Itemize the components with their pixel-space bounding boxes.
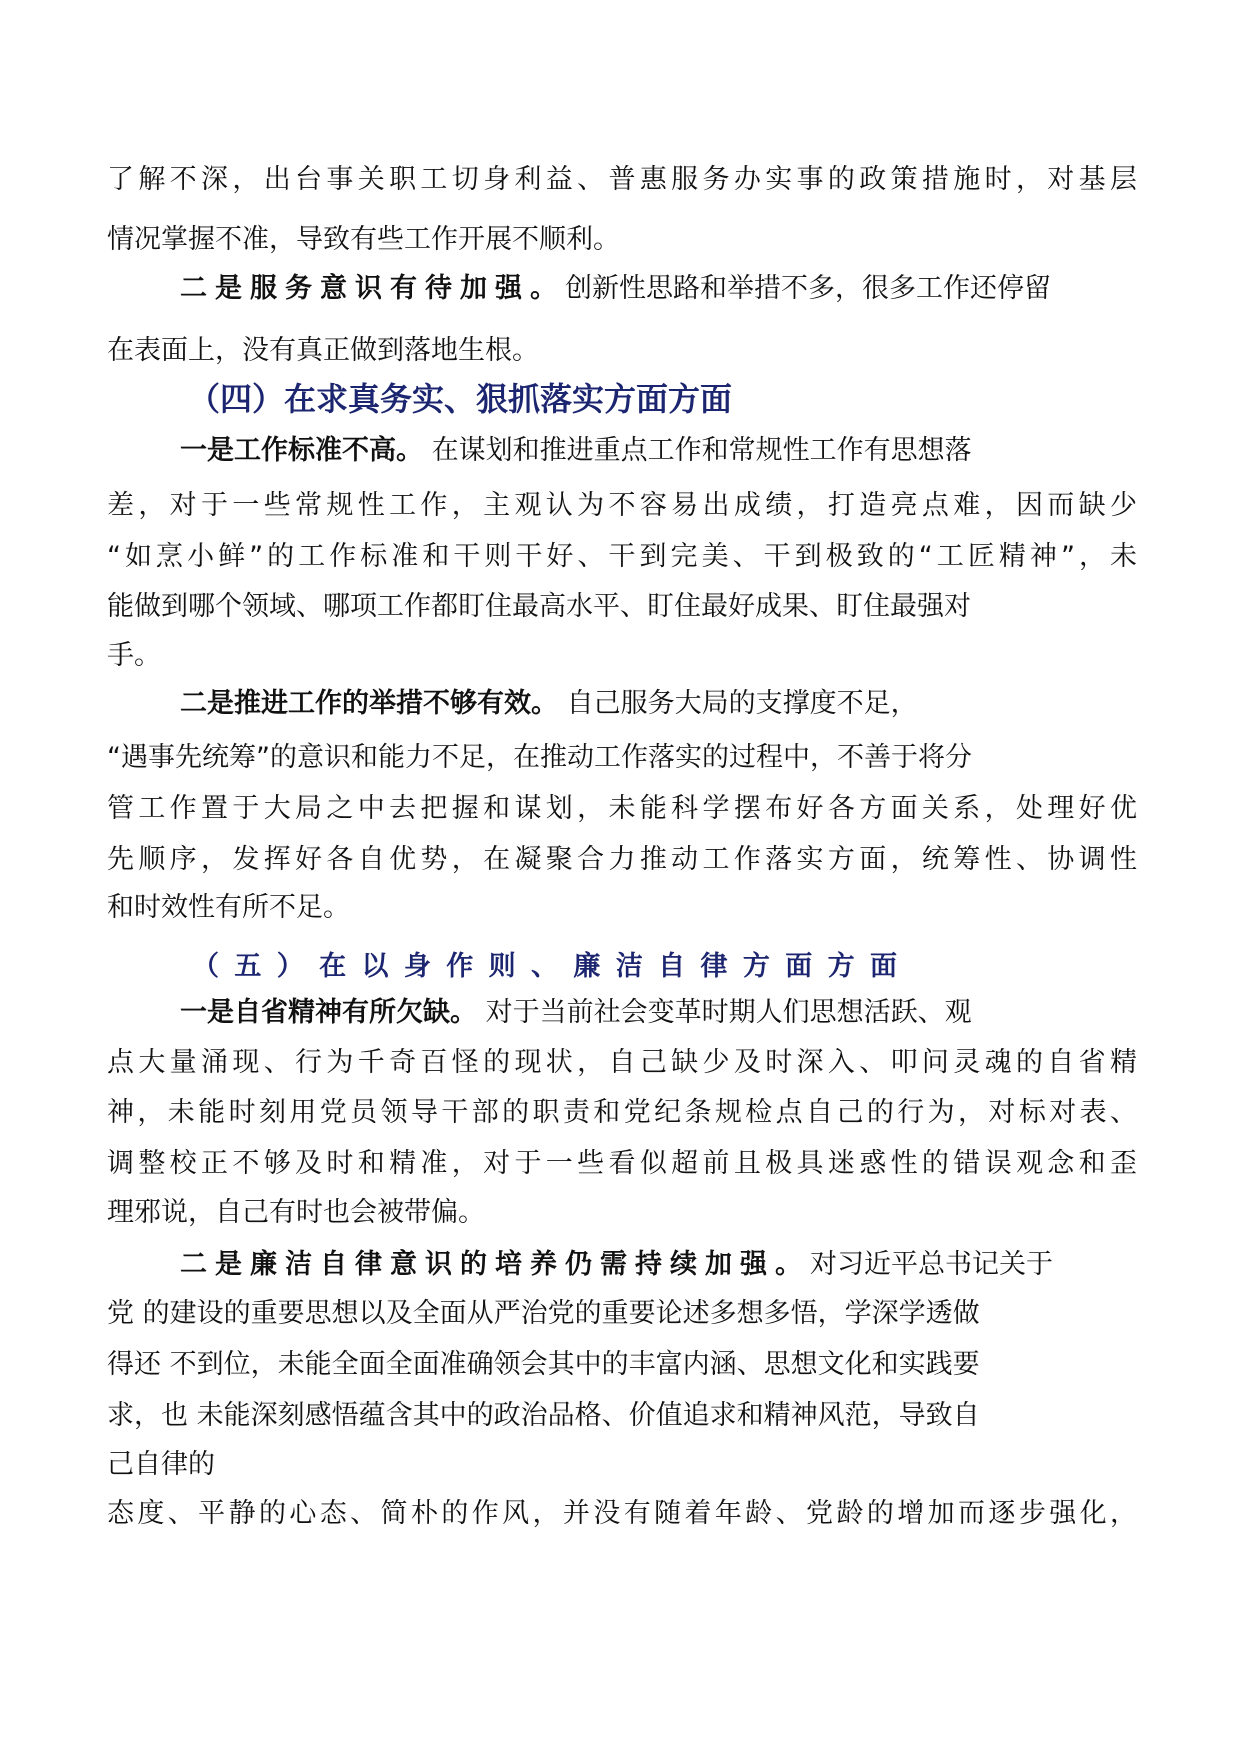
paragraph-line <box>180 434 1137 468</box>
point-title: 二是服务意识有待加强。 <box>180 273 565 304</box>
point-text: 在谋划和推进重点工作和常规性工作有思想落 <box>423 435 972 466</box>
paragraph-line <box>180 272 1137 306</box>
paragraph-line: 得还 不到位，未能全面全面准确领会其中的丰富内涵、思想文化和实践要 <box>107 1349 980 1380</box>
point-title: 一是自省精神有所欠缺。 <box>180 997 477 1028</box>
paragraph-line: 神，未能时刻用党员领导干部的职责和党纪条规检点自己的行为，对标对表、 <box>107 1097 1137 1128</box>
paragraph-line <box>180 1248 1137 1282</box>
point-text: 自己服务大局的支撑度不足， <box>558 688 918 719</box>
section-heading-5: （五）在以身作则、廉洁自律方面方面 <box>192 951 897 982</box>
paragraph-line: 在表面上，没有真正做到落地生根。 <box>107 335 539 366</box>
point-title: 一是工作标准不高。 <box>180 435 423 466</box>
paragraph-line: “如烹小鲜”的工作标准和干则干好、干到完美、干到极致的“工匠精神”，未 <box>107 541 1137 572</box>
paragraph-line: 手。 <box>107 640 161 671</box>
paragraph-line: 情况掌握不准，导致有些工作开展不顺利。 <box>107 224 620 255</box>
paragraph-line <box>180 687 1137 721</box>
paragraph-line: “遇事先统筹”的意识和能力不足，在推动工作落实的过程中，不善于将分 <box>107 742 972 773</box>
paragraph-line: 了解不深，出台事关职工切身利益、普惠服务办实事的政策措施时，对基层 <box>107 164 1137 195</box>
point-text: 对于当前社会变革时期人们思想活跃、观 <box>477 997 972 1028</box>
point-title: 二是廉洁自律意识的培养仍需持续加强。 <box>180 1249 810 1280</box>
paragraph-line: 态度、平静的心态、简朴的作风，并没有随着年龄、党龄的增加而逐步强化， <box>107 1498 1137 1529</box>
paragraph-line: 求，也 未能深刻感悟蕴含其中的政治品格、价值追求和精神风范，导致自 <box>107 1400 980 1431</box>
paragraph-line: 己自律的 <box>107 1449 215 1480</box>
paragraph-line: 先顺序，发挥好各自优势，在凝聚合力推动工作落实方面，统筹性、协调性 <box>107 844 1137 875</box>
paragraph-line: 差，对于一些常规性工作，主观认为不容易出成绩，打造亮点难，因而缺少 <box>107 490 1137 521</box>
paragraph-line: 和时效性有所不足。 <box>107 892 350 923</box>
paragraph-line: 管工作置于大局之中去把握和谋划，未能科学摆布好各方面关系，处理好优 <box>107 793 1137 824</box>
paragraph-line: 点大量涌现、行为千奇百怪的现状，自己缺少及时深入、叩问灵魂的自省精 <box>107 1047 1137 1078</box>
paragraph-line: 能做到哪个领域、哪项工作都盯住最高水平、盯住最好成果、盯住最强对 <box>107 591 971 622</box>
section-heading-4: （四）在求真务实、狠抓落实方面方面 <box>188 380 733 418</box>
paragraph-line: 理邪说，自己有时也会被带偏。 <box>107 1197 485 1228</box>
paragraph-line <box>180 996 1137 1030</box>
paragraph-line: 党 的建设的重要思想以及全面从严治党的重要论述多想多悟，学深学透做 <box>107 1298 980 1329</box>
point-text: 对习近平总书记关于 <box>810 1249 1053 1280</box>
point-text: 创新性思路和举措不多，很多工作还停留 <box>565 273 1051 304</box>
paragraph-line: 调整校正不够及时和精准，对于一些看似超前且极具迷惑性的错误观念和歪 <box>107 1148 1137 1179</box>
point-title: 二是推进工作的举措不够有效。 <box>180 688 558 719</box>
